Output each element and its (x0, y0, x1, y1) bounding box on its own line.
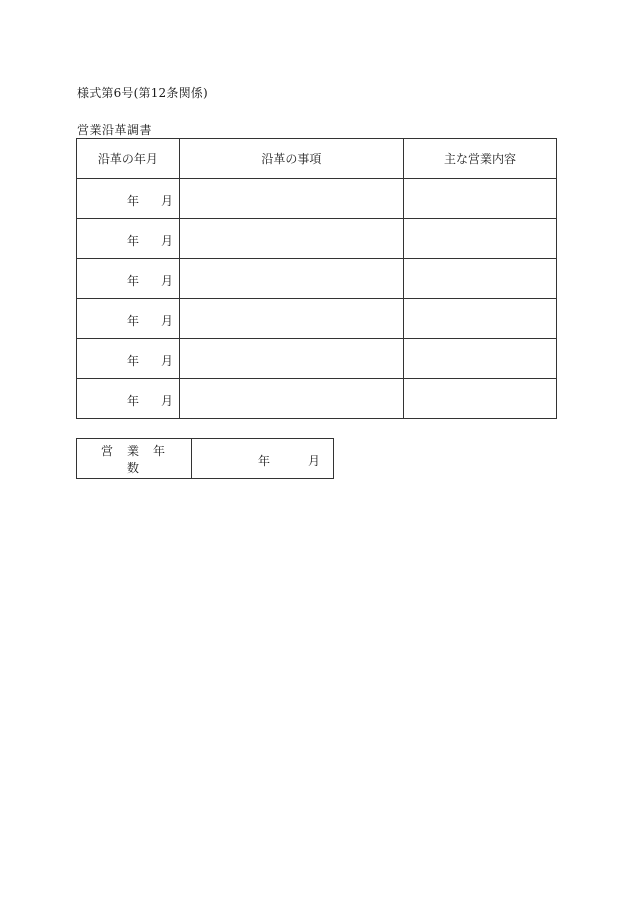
date-cell[interactable] (77, 339, 180, 379)
event-cell[interactable] (179, 259, 403, 299)
month-unit: 月 (161, 314, 174, 328)
event-cell[interactable] (179, 219, 403, 259)
date-cell[interactable] (77, 219, 180, 259)
header-history-event: 沿革の事項 (179, 139, 403, 179)
table-row (77, 339, 557, 379)
content-cell[interactable] (404, 299, 557, 339)
content-cell[interactable] (404, 179, 557, 219)
content-cell[interactable] (404, 219, 557, 259)
month-unit: 月 (161, 394, 174, 408)
event-cell[interactable] (179, 379, 403, 419)
date-cell[interactable] (77, 259, 180, 299)
event-cell[interactable] (179, 339, 403, 379)
event-cell[interactable] (179, 179, 403, 219)
document-title: 営業沿革調書 (77, 123, 153, 137)
history-table (76, 138, 557, 419)
table-row (77, 259, 557, 299)
table-row (77, 379, 557, 419)
year-unit: 年 (127, 394, 140, 408)
year-unit: 年 (127, 194, 140, 208)
business-years-year-unit: 年 (258, 454, 271, 468)
business-years-month-unit: 月 (308, 454, 321, 468)
business-years-value-cell[interactable] (192, 439, 334, 479)
content-cell[interactable] (404, 379, 557, 419)
date-cell[interactable] (77, 179, 180, 219)
event-cell[interactable] (179, 299, 403, 339)
business-years-table (76, 438, 334, 479)
table-row (77, 219, 557, 259)
history-table-header (77, 139, 557, 179)
year-unit: 年 (127, 354, 140, 368)
date-cell[interactable] (77, 379, 180, 419)
month-unit: 月 (161, 354, 174, 368)
table-row (77, 179, 557, 219)
content-cell[interactable] (404, 259, 557, 299)
content-cell[interactable] (404, 339, 557, 379)
month-unit: 月 (161, 194, 174, 208)
table-row (77, 299, 557, 339)
business-years-row (77, 439, 334, 479)
header-main-business: 主な営業内容 (404, 139, 557, 179)
form-number: 様式第6号(第12条関係) (77, 86, 208, 100)
date-cell[interactable] (77, 299, 180, 339)
month-unit: 月 (161, 274, 174, 288)
month-unit: 月 (161, 234, 174, 248)
business-years-label: 営業年数 (77, 439, 192, 479)
year-unit: 年 (127, 314, 140, 328)
year-unit: 年 (127, 274, 140, 288)
header-history-date: 沿革の年月 (77, 139, 180, 179)
year-unit: 年 (127, 234, 140, 248)
